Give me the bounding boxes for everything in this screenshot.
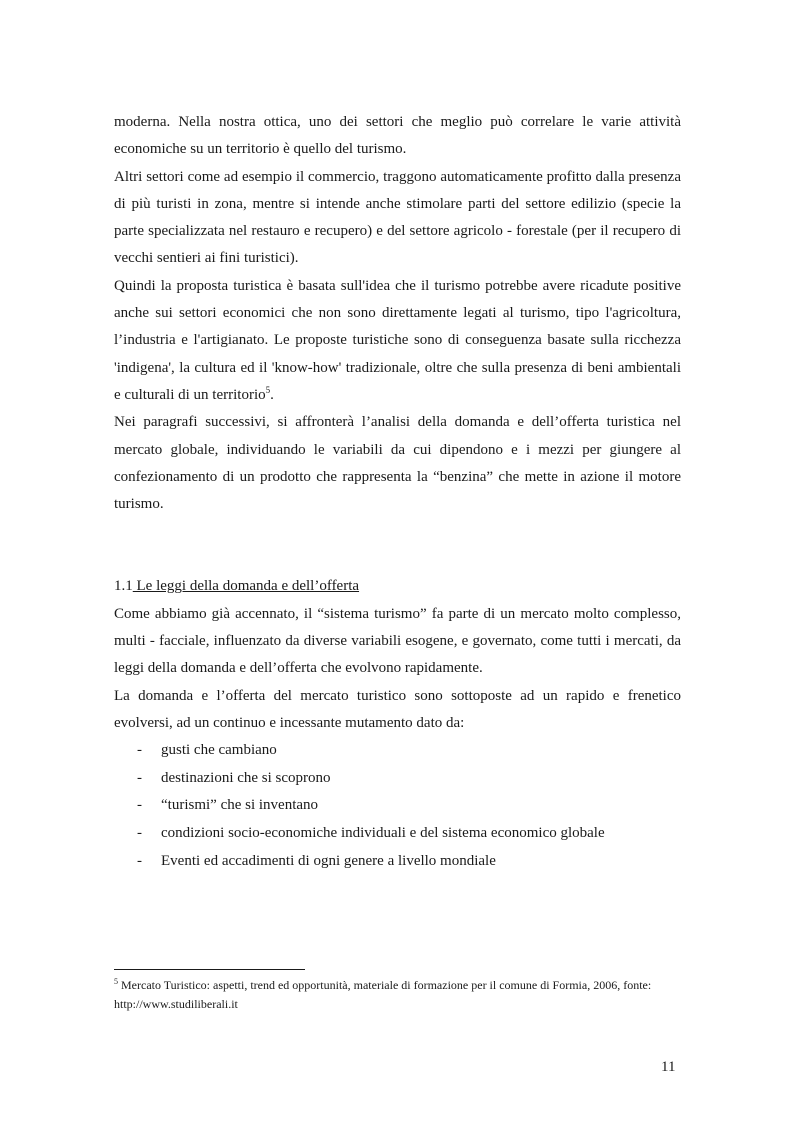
footnote-text: Mercato Turistico: aspetti, trend ed opportunità, materiale di formazione per il comune di Formia, 2006, fonte: http://www.studiliberali.it bbox=[114, 978, 652, 1011]
paragraph bbox=[114, 273, 681, 409]
bullet-marker: - bbox=[137, 797, 142, 814]
list-item bbox=[114, 820, 681, 848]
paragraph: Come abbiamo già accennato, il “sistema turismo” fa parte di un mercato molto complesso, multi - facciale, influenzato da diverse variabili esogene, e governato, come tutti i mercati, da leggi della domanda e dell’offerta che evolvono rapidamente. bbox=[114, 605, 681, 677]
paragraph-text: Quindi la proposta turistica è basata sull'idea che il turismo potrebbe avere ricadute positive anche sui settori economici che non sono direttamente legati al turismo, tipo l'agricoltura, l’industria e l'artigianato. Le proposte turistiche sono di conseguenza basate sulla ricchezza 'indigena', la cultura ed il 'know-how' tradizionale, oltre che sulla presenza di beni ambientali e culturali di un territorio bbox=[114, 277, 681, 403]
list-item bbox=[114, 848, 681, 876]
list-item-text: “turismi” che si inventano bbox=[161, 797, 319, 814]
bullet-marker: - bbox=[137, 769, 142, 786]
bullet-marker: - bbox=[137, 742, 142, 759]
paragraph: Nei paragrafi successivi, si affronterà l’analisi della domanda e dell’offerta turistica nel mercato globale, individuando le variabili da cui dipendono e i mezzi per giungere al confezionamento di un prodotto che rappresenta la “benzina” che mette in azione il motore turismo. bbox=[114, 414, 681, 513]
footnote-number: 5 bbox=[114, 977, 118, 986]
list-item bbox=[114, 765, 681, 793]
page-body bbox=[114, 109, 681, 875]
bullet-list bbox=[114, 737, 681, 875]
section-title: Le leggi della domanda e dell’offerta bbox=[132, 578, 360, 595]
section-heading bbox=[114, 573, 681, 600]
paragraph: moderna. Nella nostra ottica, uno dei settori che meglio può correlare le varie attività economiche su un territorio è quello del turismo. bbox=[114, 114, 681, 158]
paragraph: La domanda e l’offerta del mercato turistico sono sottoposte ad un rapido e frenetico evolversi, ad un continuo e incessante mutamento dato da: bbox=[114, 687, 681, 731]
section-spacer bbox=[114, 518, 681, 573]
footnote-reference[interactable]: 5 bbox=[265, 384, 271, 395]
list-item bbox=[114, 792, 681, 820]
list-item-text: Eventi ed accadimenti di ogni genere a livello mondiale bbox=[161, 852, 496, 869]
footnote bbox=[114, 976, 681, 1014]
paragraph-end: . bbox=[270, 386, 274, 403]
list-item-text: condizioni socio-economiche individuali e del sistema economico globale bbox=[161, 825, 605, 842]
paragraph: Altri settori come ad esempio il commercio, traggono automaticamente profitto dalla presenza di più turisti in zona, mentre si intende anche stimolare parti del settore edilizio (specie la parte specializzata nel restauro e recupero) e del settore agricolo - forestale (per il recupero di vecchi sentieri ai fini turistici). bbox=[114, 168, 681, 267]
list-item-text: gusti che cambiano bbox=[161, 742, 277, 759]
list-item-text: destinazioni che si scoprono bbox=[161, 769, 331, 786]
list-item bbox=[114, 737, 681, 765]
footnote-divider bbox=[114, 969, 305, 970]
page-number: 11 bbox=[661, 1059, 676, 1075]
bullet-marker: - bbox=[137, 852, 142, 869]
bullet-marker: - bbox=[137, 825, 142, 842]
section-number: 1.1 bbox=[114, 578, 133, 595]
